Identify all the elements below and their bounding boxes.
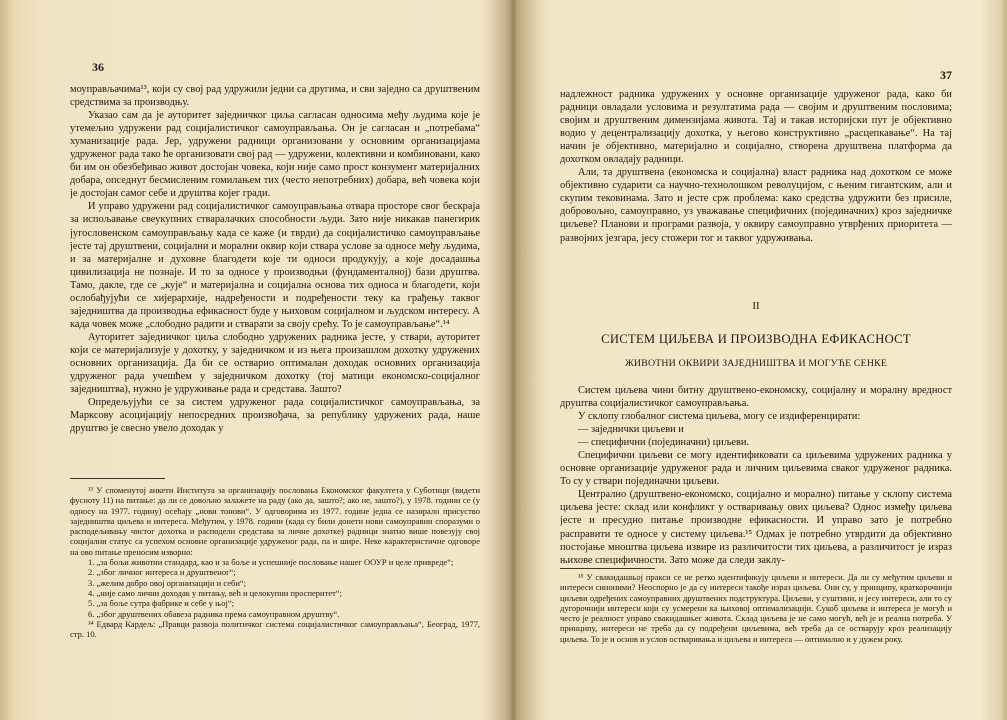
right-page xyxy=(560,0,952,720)
footnote-list-item: 3. „желим добро овој организацији и себи“; xyxy=(88,577,247,588)
paragraph: моуправљачима¹³, који су свој рад удружили једни са другима, и сви заједно са друштвеним средствима за производњу. xyxy=(70,84,480,109)
footnote: ¹⁴ Едвард Кардељ: „Правци развоја политичког система социјалистичког самоуправљања“, Београд, 1977, стр. 10. xyxy=(70,618,480,640)
right-body-text-top xyxy=(560,88,952,245)
footnote-list-item: 2. „због личног интереса и друштвеног“; xyxy=(88,567,236,578)
footnote-list-item: 5. „за боље сутра фабрике и себе у њој“; xyxy=(88,598,234,609)
paragraph: Специфични циљеви се могу идентификовати са циљевима удружених радника у основне организације удруженог рада и личним циљевима сваког удруженог радника. То су у ствари појединачни циљеви. xyxy=(560,450,952,488)
chapter-subtitle: ЖИВОТНИ ОКВИРИ ЗАЈЕДНИШТВА И МОГУЋЕ СЕНКЕ xyxy=(624,358,888,369)
footnote-list-item: 4. „није само лични доходак у питању, већ и целокупни просперитет“; xyxy=(88,587,342,598)
paragraph: Опредељујући се за систем удруженог рада социјалистичког самоуправљања, за Марксову асоцијацију непосредних произвођача, за републику удружених рада, наше друштво је свесно увело доходак у xyxy=(70,397,480,435)
right-footnotes xyxy=(560,572,952,644)
footnote-list-item: 6. „због друштвених обавеза радника према самоуправном друштву“. xyxy=(88,608,340,619)
footnote-rule xyxy=(560,568,655,569)
left-footnotes xyxy=(70,485,480,639)
paragraph: надлежност радника удружених у основне организације удруженог рада, како би радници овладали условима и резултатима рада — својим и друштвеним пословима; својим и друштвеним димензијама живота. Тај и такав историјски пут је објективно водио у децентрализацију дохотка, у његово конструктивно „расцепкавање“. На тај начин је објективно, материјално и социјално, створена друштвена платформа да дохотком овладају радници. xyxy=(560,89,952,166)
list-item: — специфични (појединачни) циљеви. xyxy=(578,437,750,449)
page-number-left: 36 xyxy=(92,60,104,74)
section-number: II xyxy=(752,300,760,312)
paragraph: Систем циљева чини битну друштвено-економску, социјалну и моралну вредност друштва социјалистичког самоуправљања. xyxy=(560,385,952,410)
paragraph: Указао сам да је ауторитет заједничког циља сагласан односима међу људима које је утемељио удружени рад социјалистичког самоуправљања. Он је сагласан и „потребама“ хуманизације рада. Јер, удружени радници организовани у основним организацијама удруженог рада тако ће организовати свој рад — удружени, колективни и комбиновани, како би им он обезбеђивао живот достојан човека, који није само прост конзумент материјалних добара, опседнут бесмисленим гомилањем тих (често непотребних) добара, већ човека који је достојан самог себе и друштва којег гради. xyxy=(70,110,480,200)
paragraph: У склопу глобалног система циљева, могу се издиференцирати: xyxy=(578,411,861,423)
paragraph: Али, та друштвена (економска и социјална) власт радника над дохотком се може објективно сударити са научно-технолошком револуцијом, с њеним гигантским, али и скупим тековинама. Зато и јесте срж проблема: како средства удружити без присиле, добровољно, самоуправно, уз уважавање специфичних (појединачних) кроз заједничке циљеве? Планови и програми развоја, у оквиру самоуправно утврђених приоритета — развојних језгара, јесу стожери тог и таквог удруживања. xyxy=(560,167,952,244)
footnote-rule xyxy=(70,478,165,479)
paragraph: И управо удружени рад социјалистичког самоуправљања отвара просторе свог бескраја за испољавање свеукупних стваралачких способности људи. Зато није никакав панегирик југословенском самоуправљању када се каже (и тврди) да социјалистичко самоуправљање јесте тај друштвени, социјални и морални оквир који ствара услове за односе међу људима, и за материјалне и духовне благодети које ти односи продукују, а које досадашња цивилизација не познаје. И то за односе у производњи (фундаменталној) бази друштва. Тамо, дакле, где се „кује“ и материјална и социјална основа тих односа и благодети, који ослобађујући се хијерархије, надређености и подређености теку ка грађењу таквог заједништва да производња ефикасност буде у њиховом социјалном и људском интересу. А када човек може „слободно радити и стварати за своју срећу. То је самоуправљање“.¹⁴ xyxy=(70,201,480,330)
left-page xyxy=(70,0,480,720)
right-body-text-bottom xyxy=(560,384,952,567)
chapter-title: СИСТЕМ ЦИЉЕВА И ПРОИЗВОДНА ЕФИКАСНОСТ xyxy=(601,332,911,346)
footnote: ¹⁵ У свакидашњој пракси се не ретко идентификују циљеви и интереси. Да ли су међутим циљеви и интереси синоними? Неоспорно је да су интереси такође израз циљева. Они су, у принципу, краткорочнији циљеви одређених самоуправних друштвених подструктура. Циљеви, у суштини, и јесу интереси, али то су дугорочнији интереси који су усмерени ка њиховој оптимализацији. Сукоб циљева и интереса је могућ и често је реалност управо свакидашњег живота. Склад циљева је не само могућ, већ је и реална потреба. У принципу, интереси не треба да су подређени циљевима, већ треба да се остварују кроз реализацију циљева. То је и основ и услов остваривања и циљева и интереса — оптимално и у дужем року. xyxy=(560,572,952,644)
page-number-right: 37 xyxy=(940,68,952,82)
paragraph: Ауторитет заједничког циља слободно удружених радника јесте, у ствари, ауторитет који се материјализује у дохотку, у заједничком и из њега произашлом дохотку удружених основних организација. Да би се остварио оптималан доходак основних организација удруженог рада учешћем у заједничком дохотку (тој матици економско-социјалног заједништва), нужно је удруживање рада и средстава. Зашто? xyxy=(70,331,480,396)
footnote-list-item: 1. „за бољи животни стандард, као и за боље и успешније пословање нашег ООУР и целе привреде“; xyxy=(88,557,454,568)
footnote: ¹³ У споменутој анкети Института за организацију пословања Економског факултета у Суботици (видети фусноту 11) на питање: да ли се довољно залажете на раду (ако да, зашто?; ако не, зашто?), у 1978. години се (у односу на 1977. годину) осећају „нови тонови“. У одговорима из 1977. године једна се назирало присуство заједништва циљева и интереса. Међутим, у 1978. години (када су били донети нови самоуправни споразуми о расподељивању чистог дохотка и расподели средстава за личне дохотке) радници знатно више повезују свој социјални статус са успехом основне организације удруженог рада, па и шире. Неке карактеристичне одговоре на ово питање преносим изворно: xyxy=(70,485,480,557)
paragraph: Централно (друштвено-економско, социјално и морално) питање у склопу система циљева јесте: склад или конфликт у остваривању ових циљева? Однос између циљева јесте и пресудно питање производне ефикасности. И управо зато је потребно расправити те односе у систему циљева.¹⁵ Одмах је потребно утврдити да објективно постојање мноштва циљева извире из различитости тих циљева, а различитост је израз њихове специфичности. Зато може да следи заклу- xyxy=(560,489,952,566)
left-body-text xyxy=(70,83,480,435)
list-item: — заједнички циљеви и xyxy=(578,424,684,436)
